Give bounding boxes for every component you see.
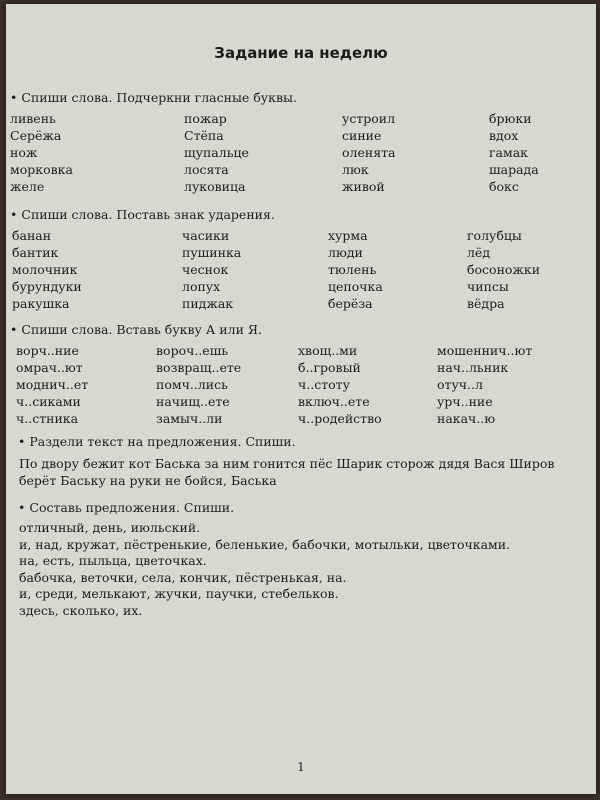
- word: цепочка: [328, 279, 383, 294]
- word: чеснок: [182, 262, 229, 277]
- task-5-text: [19, 520, 510, 619]
- task-4-instruction: • Раздели текст на предложения. Спиши.: [18, 434, 296, 449]
- bullet-icon: •: [10, 90, 18, 105]
- word: живой: [342, 179, 385, 194]
- word: вёдра: [467, 296, 505, 311]
- task-2-column-2: [182, 227, 241, 312]
- word: гамак: [489, 145, 528, 160]
- task-3-column-3: [298, 342, 382, 427]
- word: морковка: [10, 162, 73, 177]
- word: помч..лись: [156, 377, 228, 392]
- word: босоножки: [467, 262, 541, 277]
- word: берёза: [328, 296, 373, 311]
- word: голубцы: [467, 228, 522, 243]
- word: ч..сиками: [16, 394, 81, 409]
- word: луковица: [184, 179, 246, 194]
- word: брюки: [489, 111, 532, 126]
- word: ч..родейство: [298, 411, 382, 426]
- word: лосята: [184, 162, 229, 177]
- task-1-column-2: [184, 110, 249, 195]
- task-3-instruction: • Спиши слова. Вставь букву А или Я.: [10, 322, 262, 337]
- word: часики: [182, 228, 230, 243]
- word: б..гровый: [298, 360, 361, 375]
- word: хурма: [328, 228, 368, 243]
- task-2-instruction: • Спиши слова. Поставь знак ударения.: [10, 207, 275, 222]
- text-line: и, над, кружат, пёстренькие, беленькие, бабочки, мотыльки, цветочками.: [19, 536, 511, 552]
- text-line: берёт Баську на руки не бойся, Баська: [19, 473, 277, 488]
- bullet-icon: •: [10, 207, 18, 222]
- word: Серёжа: [10, 128, 62, 143]
- word: замыч..ли: [156, 411, 223, 426]
- word: люк: [342, 162, 369, 177]
- word: желе: [10, 179, 45, 194]
- task-2-column-1: [12, 227, 82, 312]
- word: чипсы: [467, 279, 509, 294]
- word: вороч..ешь: [156, 343, 229, 358]
- word: возвращ..ете: [156, 360, 242, 375]
- word: ч..стоту: [298, 377, 350, 392]
- text-line: здесь, сколько, их.: [19, 602, 143, 618]
- word: щупальце: [184, 145, 249, 160]
- word: шарада: [489, 162, 539, 177]
- word: ч..стника: [16, 411, 79, 426]
- word: синие: [342, 128, 382, 143]
- word: Стёпа: [184, 128, 224, 143]
- bullet-icon: •: [18, 500, 26, 515]
- word: включ..ете: [298, 394, 370, 409]
- task-3-column-2: [156, 342, 241, 427]
- task-3-column-4: [437, 342, 532, 427]
- word: бокс: [489, 179, 519, 194]
- page-number: 1: [297, 760, 305, 774]
- task-2-column-3: [328, 227, 383, 312]
- worksheet-page: [6, 4, 596, 794]
- word: накач..ю: [437, 411, 496, 426]
- task-2-column-4: [467, 227, 540, 312]
- text-line: и, среди, мелькают, жучки, паучки, стебельков.: [19, 586, 339, 601]
- task-1-column-3: [342, 110, 395, 195]
- page-title: Задание на неделю: [214, 44, 388, 62]
- word: ворч..ние: [16, 343, 79, 358]
- task-1-column-1: [10, 110, 73, 195]
- word: люди: [328, 245, 363, 260]
- word: нач..льник: [437, 360, 509, 375]
- word: нож: [10, 145, 38, 160]
- word: начищ..ете: [156, 394, 230, 409]
- word: пиджак: [182, 296, 234, 311]
- task-5-instruction: • Составь предложения. Спиши.: [18, 500, 235, 515]
- task-4-text: [19, 455, 554, 489]
- word: бурундуки: [12, 279, 82, 294]
- text-line: на, есть, пыльца, цветочках.: [19, 553, 207, 568]
- text-line: отличный, день, июльский.: [19, 520, 201, 535]
- word: хвощ..ми: [298, 343, 358, 358]
- word: бантик: [12, 245, 59, 260]
- word: ливень: [10, 111, 56, 126]
- text-line: бабочка, веточки, села, кончик, пёстренькая, на.: [19, 569, 347, 585]
- word: лопух: [182, 279, 221, 294]
- text-line: По двору бежит кот Баська за ним гонится пёс Шарик сторож дядя Вася Широв: [19, 456, 555, 471]
- word: омрач..ют: [16, 360, 83, 375]
- word: пожар: [184, 111, 227, 126]
- word: банан: [12, 228, 52, 243]
- word: устроил: [342, 111, 396, 126]
- task-3-column-1: [16, 342, 88, 427]
- word: тюлень: [328, 262, 377, 277]
- bullet-icon: •: [10, 322, 18, 337]
- word: оленята: [342, 145, 396, 160]
- task-1-instruction: • Спиши слова. Подчеркни гласные буквы.: [10, 90, 297, 105]
- word: вдох: [489, 128, 519, 143]
- word: отуч..л: [437, 377, 483, 392]
- word: урч..ние: [437, 394, 493, 409]
- word: мошеннич..ют: [437, 343, 533, 358]
- word: ракушка: [12, 296, 70, 311]
- word: лёд: [467, 245, 491, 260]
- word: моднич..ет: [16, 377, 89, 392]
- bullet-icon: •: [18, 434, 26, 449]
- word: молочник: [12, 262, 78, 277]
- word: пушинка: [182, 245, 242, 260]
- task-1-column-4: [489, 110, 539, 195]
